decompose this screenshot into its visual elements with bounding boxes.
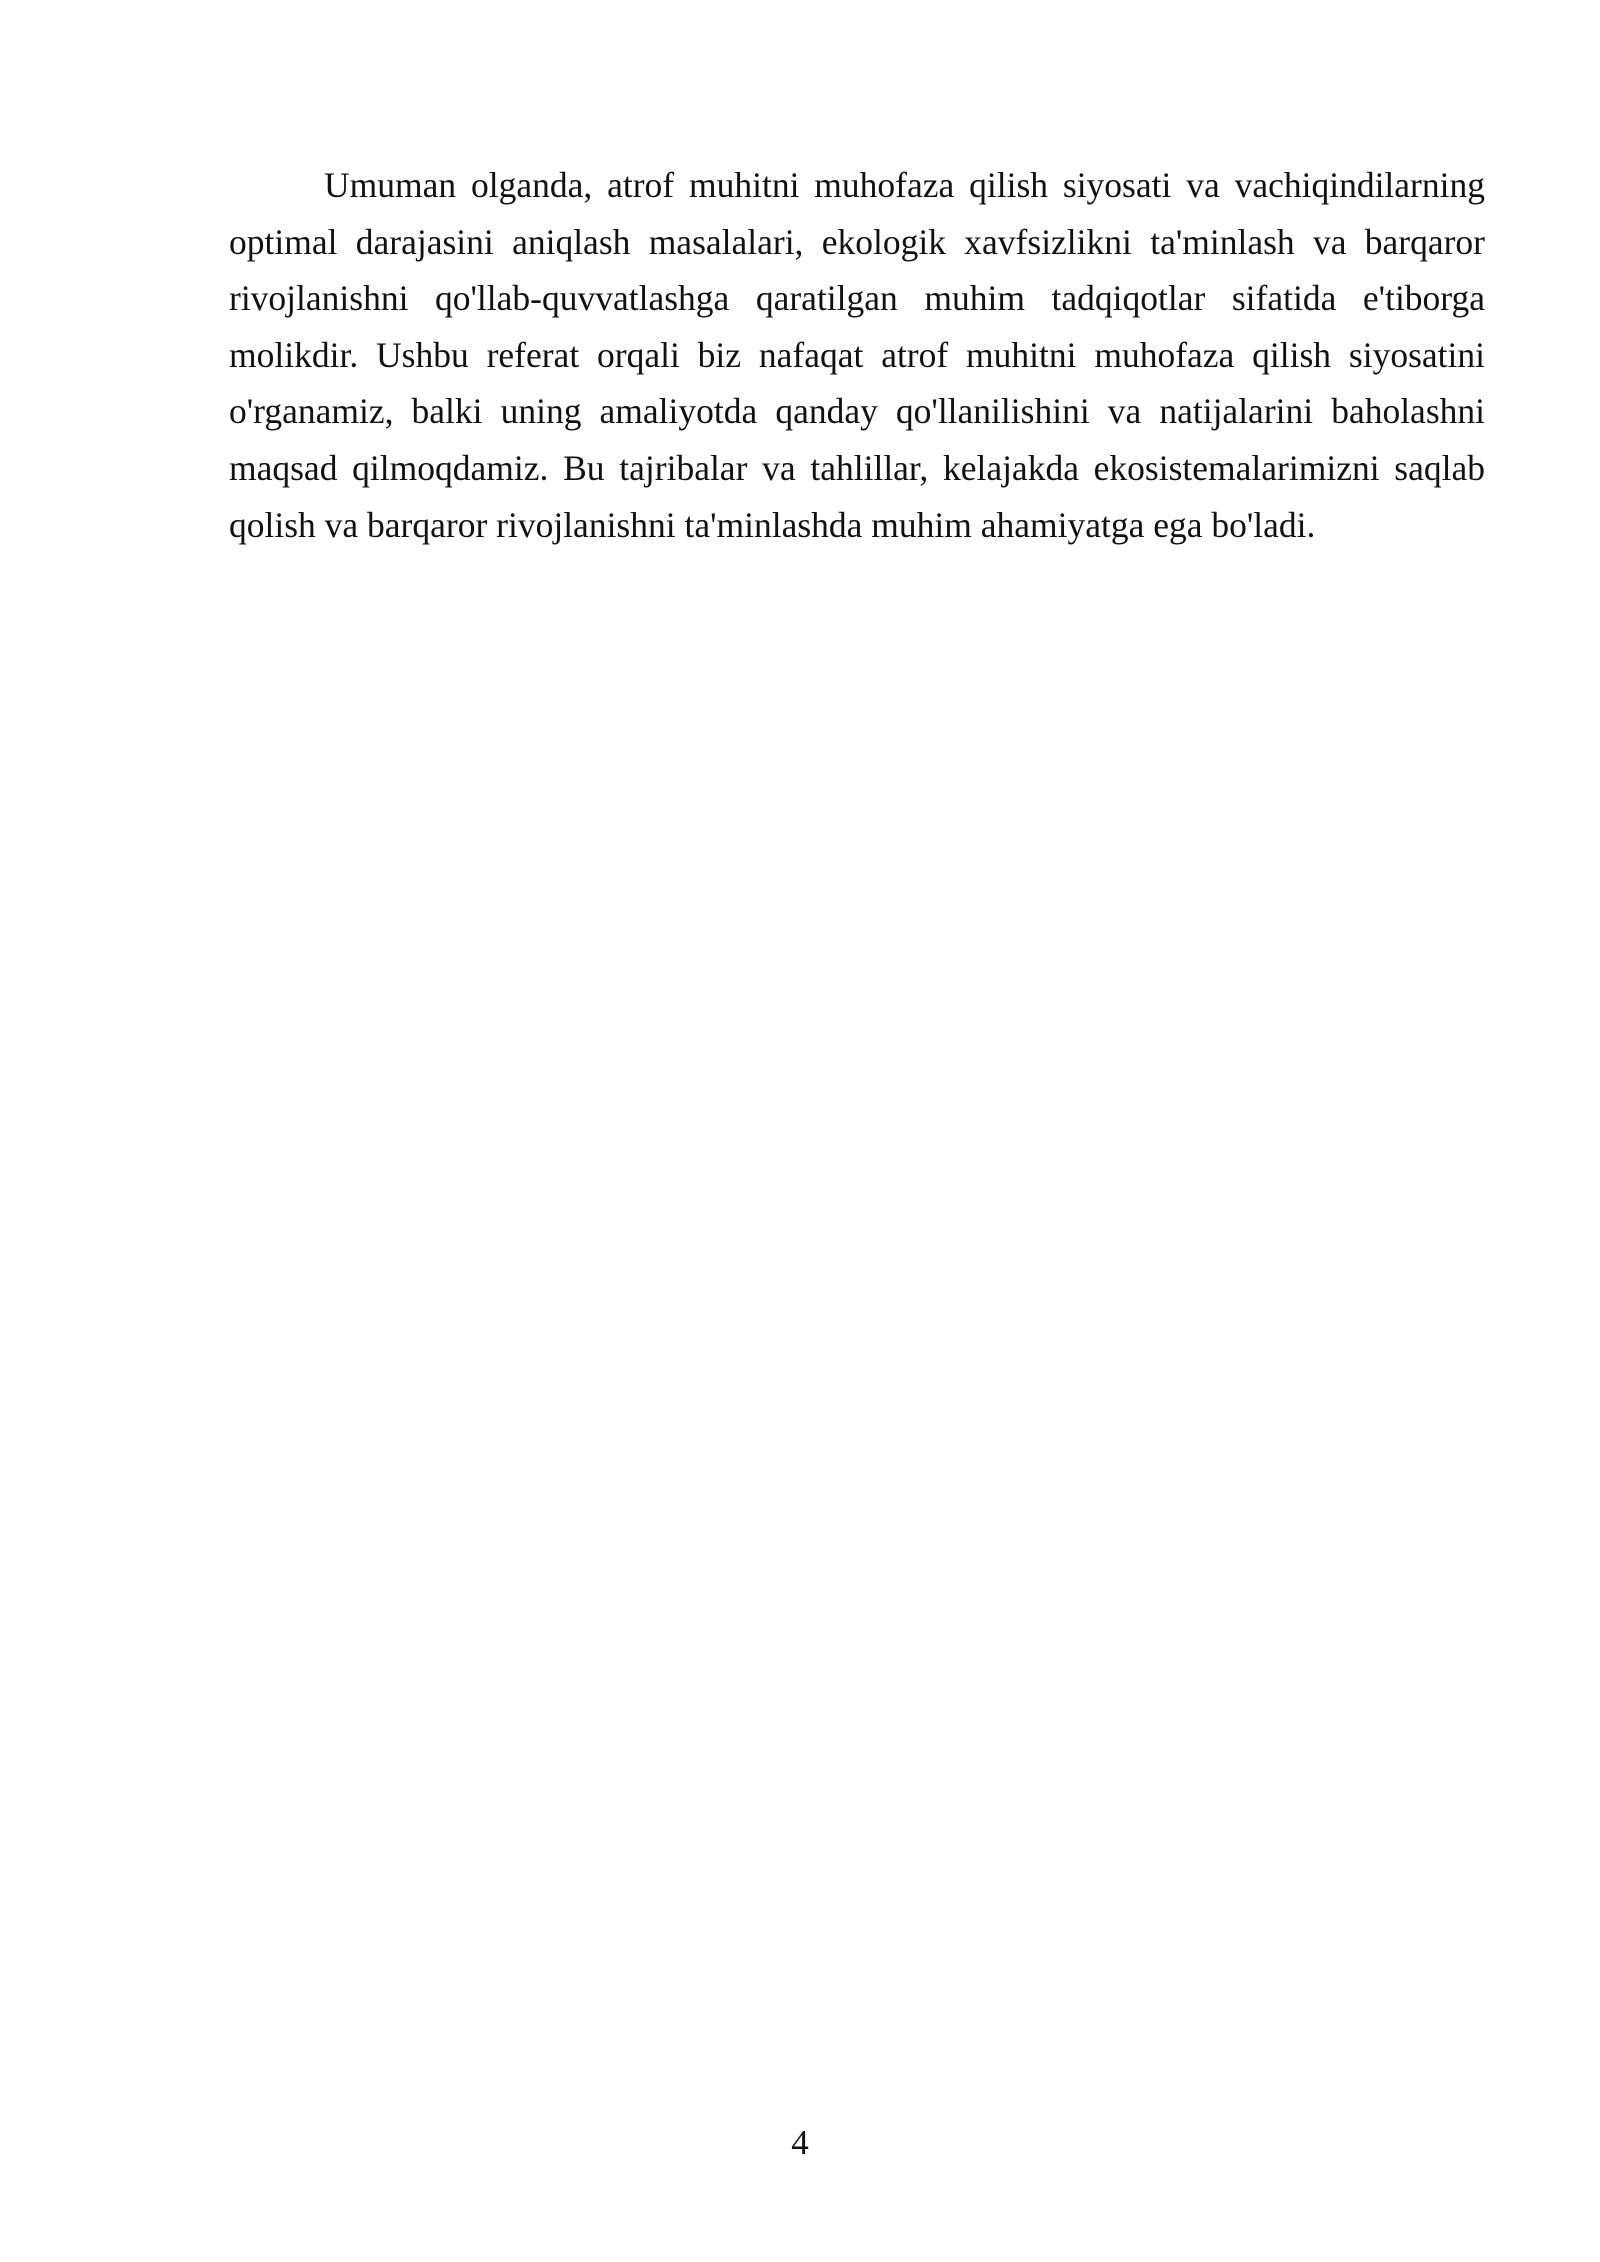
page-number: 4	[791, 2123, 809, 2162]
body-paragraph: Umuman olganda, atrof muhitni muhofaza qilish siyosati va vachiqindilarning optimal darajasini aniqlash masalalari, ekologik xavfsizlikni ta'minlash va barqaror rivojlanishni qo'llab-quvvatlashga qaratilgan muhim tadqiqotlar sifatida e'tiborga molikdir. Ushbu referat orqali biz nafaqat atrof muhitni muhofaza qilish siyosatini o'rganamiz, balki uning amaliyotda qanday qo'llanilishini va natijalarini baholashni maqsad qilmoqdamiz. Bu tajribalar va tahlillar, kelajakda ekosistemalarimizni saqlab qolish va barqaror rivojlanishni ta'minlashda muhim ahamiyatga ega bo'ladi.	[229, 165, 1485, 545]
